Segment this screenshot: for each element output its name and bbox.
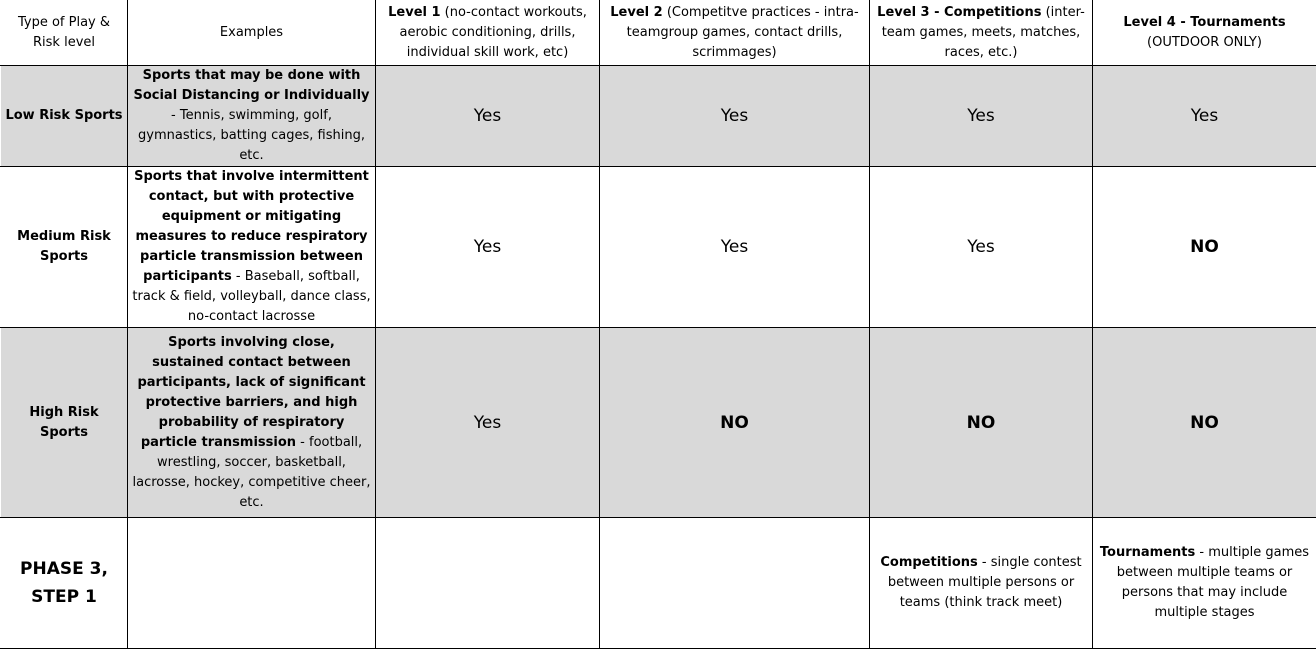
cell-level-4: NO bbox=[1093, 328, 1316, 518]
table-row-phase bbox=[1, 518, 1316, 649]
cell-level-3: NO bbox=[870, 328, 1093, 518]
table-row-medium-risk bbox=[1, 167, 1316, 328]
table-row-low-risk bbox=[1, 66, 1316, 167]
cell-level-3: Yes bbox=[870, 66, 1093, 167]
header-examples: Examples bbox=[128, 1, 376, 66]
empty-cell bbox=[600, 518, 870, 649]
cell-level-1: Yes bbox=[376, 167, 600, 328]
row-examples: Sports involving close, sustained contact between participants, lack of significant protective barriers, and high probability of respiratory particle transmission - football, wrestling, soccer, basketball, lacrosse, hockey, competitive cheer, etc. bbox=[128, 328, 376, 518]
competitions-definition: Competitions - single contest between multiple persons or teams (think track meet) bbox=[870, 518, 1093, 649]
empty-cell bbox=[128, 518, 376, 649]
header-level-1: Level 1 (no-contact workouts, aerobic conditioning, drills, individual skill work, etc) bbox=[376, 1, 600, 66]
cell-level-2: Yes bbox=[600, 167, 870, 328]
tournaments-definition: Tournaments - multiple games between multiple teams or persons that may include multiple stages bbox=[1093, 518, 1316, 649]
cell-level-4: Yes bbox=[1093, 66, 1316, 167]
header-row bbox=[1, 1, 1316, 66]
empty-cell bbox=[376, 518, 600, 649]
header-level-3: Level 3 - Competitions (inter-team games, meets, matches, races, etc.) bbox=[870, 1, 1093, 66]
cell-level-1: Yes bbox=[376, 66, 600, 167]
header-level-4: Level 4 - Tournaments (OUTDOOR ONLY) bbox=[1093, 1, 1316, 66]
row-label: High Risk Sports bbox=[1, 328, 128, 518]
header-level-2: Level 2 (Competitve practices - intra-teamgroup games, contact drills, scrimmages) bbox=[600, 1, 870, 66]
row-examples: Sports that involve intermittent contact, but with protective equipment or mitigating measures to reduce respiratory particle transmission between participants - Baseball, softball, track & field, volleyball, dance class, no-contact lacrosse bbox=[128, 167, 376, 328]
row-label: Low Risk Sports bbox=[1, 66, 128, 167]
header-type-of-play: Type of Play & Risk level bbox=[1, 1, 128, 66]
row-examples: Sports that may be done with Social Distancing or Individually - Tennis, swimming, golf, gymnastics, batting cages, fishing, etc. bbox=[128, 66, 376, 167]
cell-level-1: Yes bbox=[376, 328, 600, 518]
cell-level-4: NO bbox=[1093, 167, 1316, 328]
cell-level-2: Yes bbox=[600, 66, 870, 167]
phase-label: PHASE 3, STEP 1 bbox=[1, 518, 128, 649]
row-label: Medium Risk Sports bbox=[1, 167, 128, 328]
table-row-high-risk bbox=[1, 328, 1316, 518]
cell-level-2: NO bbox=[600, 328, 870, 518]
cell-level-3: Yes bbox=[870, 167, 1093, 328]
